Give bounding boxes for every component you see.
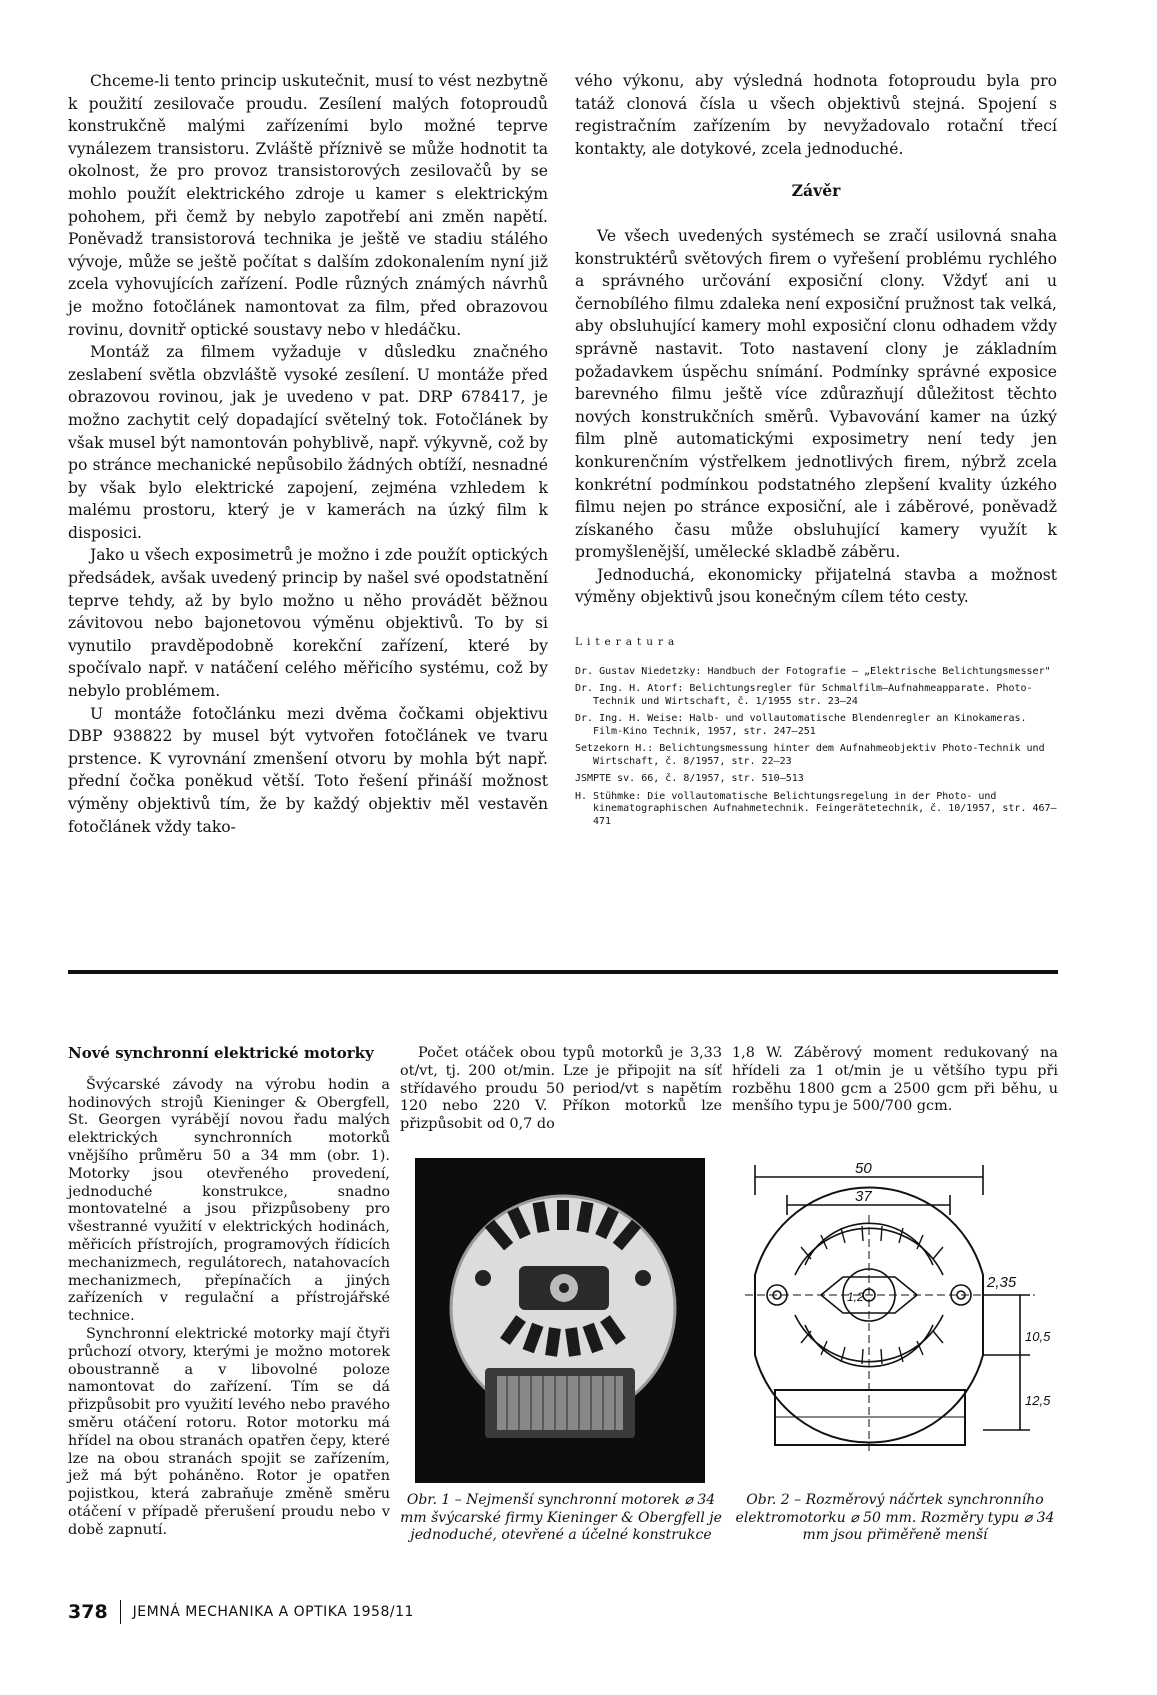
article-column-1 [68, 1045, 390, 1540]
article-column-2 [400, 1045, 722, 1134]
top-right-column [575, 70, 1057, 833]
paragraph: Jako u všech exposimetrů je možno i zde použít optických předsádek, avšak uvedený princip by našel své opodstatnění teprve tehdy, až by bylo možno u něho provádět běžnou závitovou nebo bajonetovou výměnu objektivů. To by si vynutilo pravděpodobně korekční zařízení, které by spočívalo např. v natáčení celého měřicího systému, což by nebylo problémem. [68, 546, 548, 701]
paragraph: Chceme-li tento princip uskutečnit, musí to vést nezbytně k použití zesilovače proudu. Zesílení malých fotoproudů konstrukčně malými zařízeními bylo možné teprve vynálezem transistoru. Zvláště příznivě se může hodnotit ta okolnost, že pro provoz transistorových zesilovačů by se mohlo použít elektrického zdroje u kamer s elektrickým pohohem, při čemž by nebylo zapotřebí ani změn napětí. Poněvadž transistorová technika je ještě ve stadiu stálého vývoje, může se ještě počítat s dalším zdokonalením nyní již zcela vyhovujících zařízení. Podle různých známých návrhů je možno fotočlánek namontovat za film, před obrazovou rovinu, dovnitř optické soustavy nebo v hledáčku. [68, 72, 548, 339]
motor-dimension-drawing [735, 1155, 1055, 1485]
literature-label: Literatura [575, 636, 680, 649]
paragraph: Počet otáček obou typů motorků je 3,33 ot/vt, tj. 200 ot/min. Lze je připojit na síť střídavého proudu 50 period/vt s napětím 120 nebo 220 V. Příkon motorků lze přizpůsobit od 0,7 do [400, 1045, 722, 1133]
motor-photo [415, 1158, 705, 1483]
page-footer [68, 1600, 414, 1624]
dimension-label: 12,5 [1025, 1393, 1051, 1408]
figure-2-caption: Obr. 2 – Rozměrový náčrtek synchronního elektromotorku ⌀ 50 mm. Rozměry typu ⌀ 34 mm jsou přiměřeně menší [735, 1492, 1055, 1543]
paragraph: U montáže fotočlánku mezi dvěma čočkami objektivu DBP 938822 by musel být vytvořen fotočlánek ve tvaru prstence. K vyrovnání zmenšení otvoru by mohla být např. přední čočka poněkud větší. Toto řešení přináší možnost výměny objektivů tím, že by každý objektiv měl vestavěn fotočlánek vždy tako- [68, 704, 548, 836]
journal-name: JEMNÁ MECHANIKA A OPTIKA 1958/11 [132, 1604, 414, 1620]
article-column-3 [732, 1045, 1058, 1116]
dimension-label: 2,35 [987, 1274, 1017, 1291]
dimension-label: 1,2 [847, 1290, 864, 1304]
reference-item: H. Stühmke: Die vollautomatische Belichtungsregelung in der Photo- und kinematographischen Aufnahmetechnik. Feingerätetechnik, č. 10/1957, str. 467—471 [575, 790, 1057, 827]
dimension-drawing-image [735, 1155, 1055, 1485]
paragraph: Jednoduchá, ekonomicky přijatelná stavba a možnost výměny objektivů jsou konečným cílem této cesty. [575, 565, 1057, 607]
paragraph: Ve všech uvedených systémech se zračí usilovná snaha konstruktérů světových firem o vyřešení problému rychlého a správného určování exposiční clony. Vždyť ani u černobílého filmu zdaleka není exposiční pružnost tak velká, aby obsluhující kamery mohl exposiční clonu odhadem vždy správně nastavit. Toto nastavení clony je základním požadavkem úspěchu snímání. Podmínky správné exposice barevného filmu ještě více zdůrazňují důležitost těchto nových konstrukčních směrů. Vybavování kamer na úzký film plně automatickými exposimetry není tedy jen konkurenčním výstřelkem jednotlivých firem, nýbrž zcela konkrétní podmínkou podstatného zlepšení kvality úzkého filmu nejen po stránce exposiční, ale i záběrové, poněvadž získaného času může obsluhující kamery využít k promyšlenější, umělecké skladbě záběru. [575, 226, 1057, 562]
conclusion-heading: Závěr [791, 181, 841, 201]
paragraph: Montáž za filmem vyžaduje v důsledku značného zeslabení světla obzvláště vysoké zesílení. U montáže před obrazovou rovinou, jak je uvedeno v pat. DRP 678417, je možno zachytit celý dopadající světelný tok. Fotočlánek by však musel být namontován pohyblivě, např. výkyvně, což by po stránce mechanické nepůsobilo žádných obtíží, nesnadné by však bylo elektrické zapojení, zejména vzhledem k malému prostoru, který je v kamerách na úzký film k disposici. [68, 343, 548, 542]
top-left-column [68, 70, 548, 838]
reference-item: Dr. Ing. H. Atorf: Belichtungsregler für Schmalfilm—Aufnahmeapparate. Photo-Technik und Wirtschaft, č. 1/1955 str. 23—24 [575, 683, 1033, 707]
reference-item: Dr. Ing. H. Weise: Halb- und vollautomatische Blendenregler an Kinokameras. Film-Kino Technik, 1957, str. 247—251 [575, 713, 1027, 737]
paragraph: Synchronní elektrické motorky mají čtyři průchozí otvory, kterými je možno motorek oboustranně a v libovolné poloze namontovat do zařízení. Tím se dá přizpůsobit pro využití levého nebo pravého směru otáčení rotoru. Rotor motorku má hřídel na obou stranách opatřen čepy, které lze na obou stranách spojit se zařízením, jež má být poháněno. Rotor je opatřen pojistkou, která zabraňuje změně směru otáčení v případě přerušení proudu nebo v době zapnutí. [68, 1325, 390, 1538]
figure-1-caption: Obr. 1 – Nejmenší synchronní motorek ⌀ 34 mm švýcarské firmy Kieninger & Obergfell je jednoduché, otevřené a účelné konstrukce [400, 1492, 722, 1543]
reference-item: JSMPTE sv. 66, č. 8/1957, str. 510—513 [575, 773, 804, 785]
section-divider [68, 970, 1058, 974]
dimension-label: 37 [855, 1188, 872, 1205]
dimension-label: 10,5 [1025, 1329, 1051, 1344]
motor-photo-image [415, 1158, 705, 1483]
reference-item: Setzekorn H.: Belichtungsmessung hinter dem Aufnahmeobjektiv Photo-Technik und Wirtschaft, č. 8/1957, str. 22—23 [575, 743, 1045, 767]
dimension-label: 50 [855, 1160, 872, 1177]
paragraph-continued: 1,8 W. Záběrový moment redukovaný na hřídeli za 1 ot/min je u většího typu při rozběhu 1800 gcm a 2500 gcm při běhu, u menšího typu je 500/700 gcm. [732, 1045, 1058, 1115]
article-title: Nové synchronní elektrické motorky [68, 1044, 374, 1062]
reference-item: Dr. Gustav Niedetzky: Handbuch der Fotografie — „Elektrische Belichtungsmesser" [575, 665, 1051, 677]
paragraph-continued: vého výkonu, aby výsledná hodnota fotoproudu byla pro tatáž clonová čísla u všech objektivů stejná. Spojení s registračním zařízením by nevyžadovalo rotační třecí kontakty, ale dotykové, zcela jednoduché. [575, 72, 1057, 158]
page-number: 378 [68, 1601, 108, 1623]
paragraph: Švýcarské závody na výrobu hodin a hodinových strojů Kieninger & Obergfell, St. Georgen vyrábějí novou řadu malých elektrických synchronních motorků vnějšího průměru 50 a 34 mm (obr. 1). Motorky jsou otevřeného provedení, jednoduché konstrukce, snadno montovatelné a jsou přizpůsobeny pro všestranné využití v elektrických hodinách, měřicích přístrojích, programových řídicích mechanizmech, regulátorech, natahovacích mechanizmech, přepínačích a jiných zařízeních v regulační a přístrojářské technice. [68, 1076, 390, 1325]
footer-separator [120, 1600, 121, 1624]
